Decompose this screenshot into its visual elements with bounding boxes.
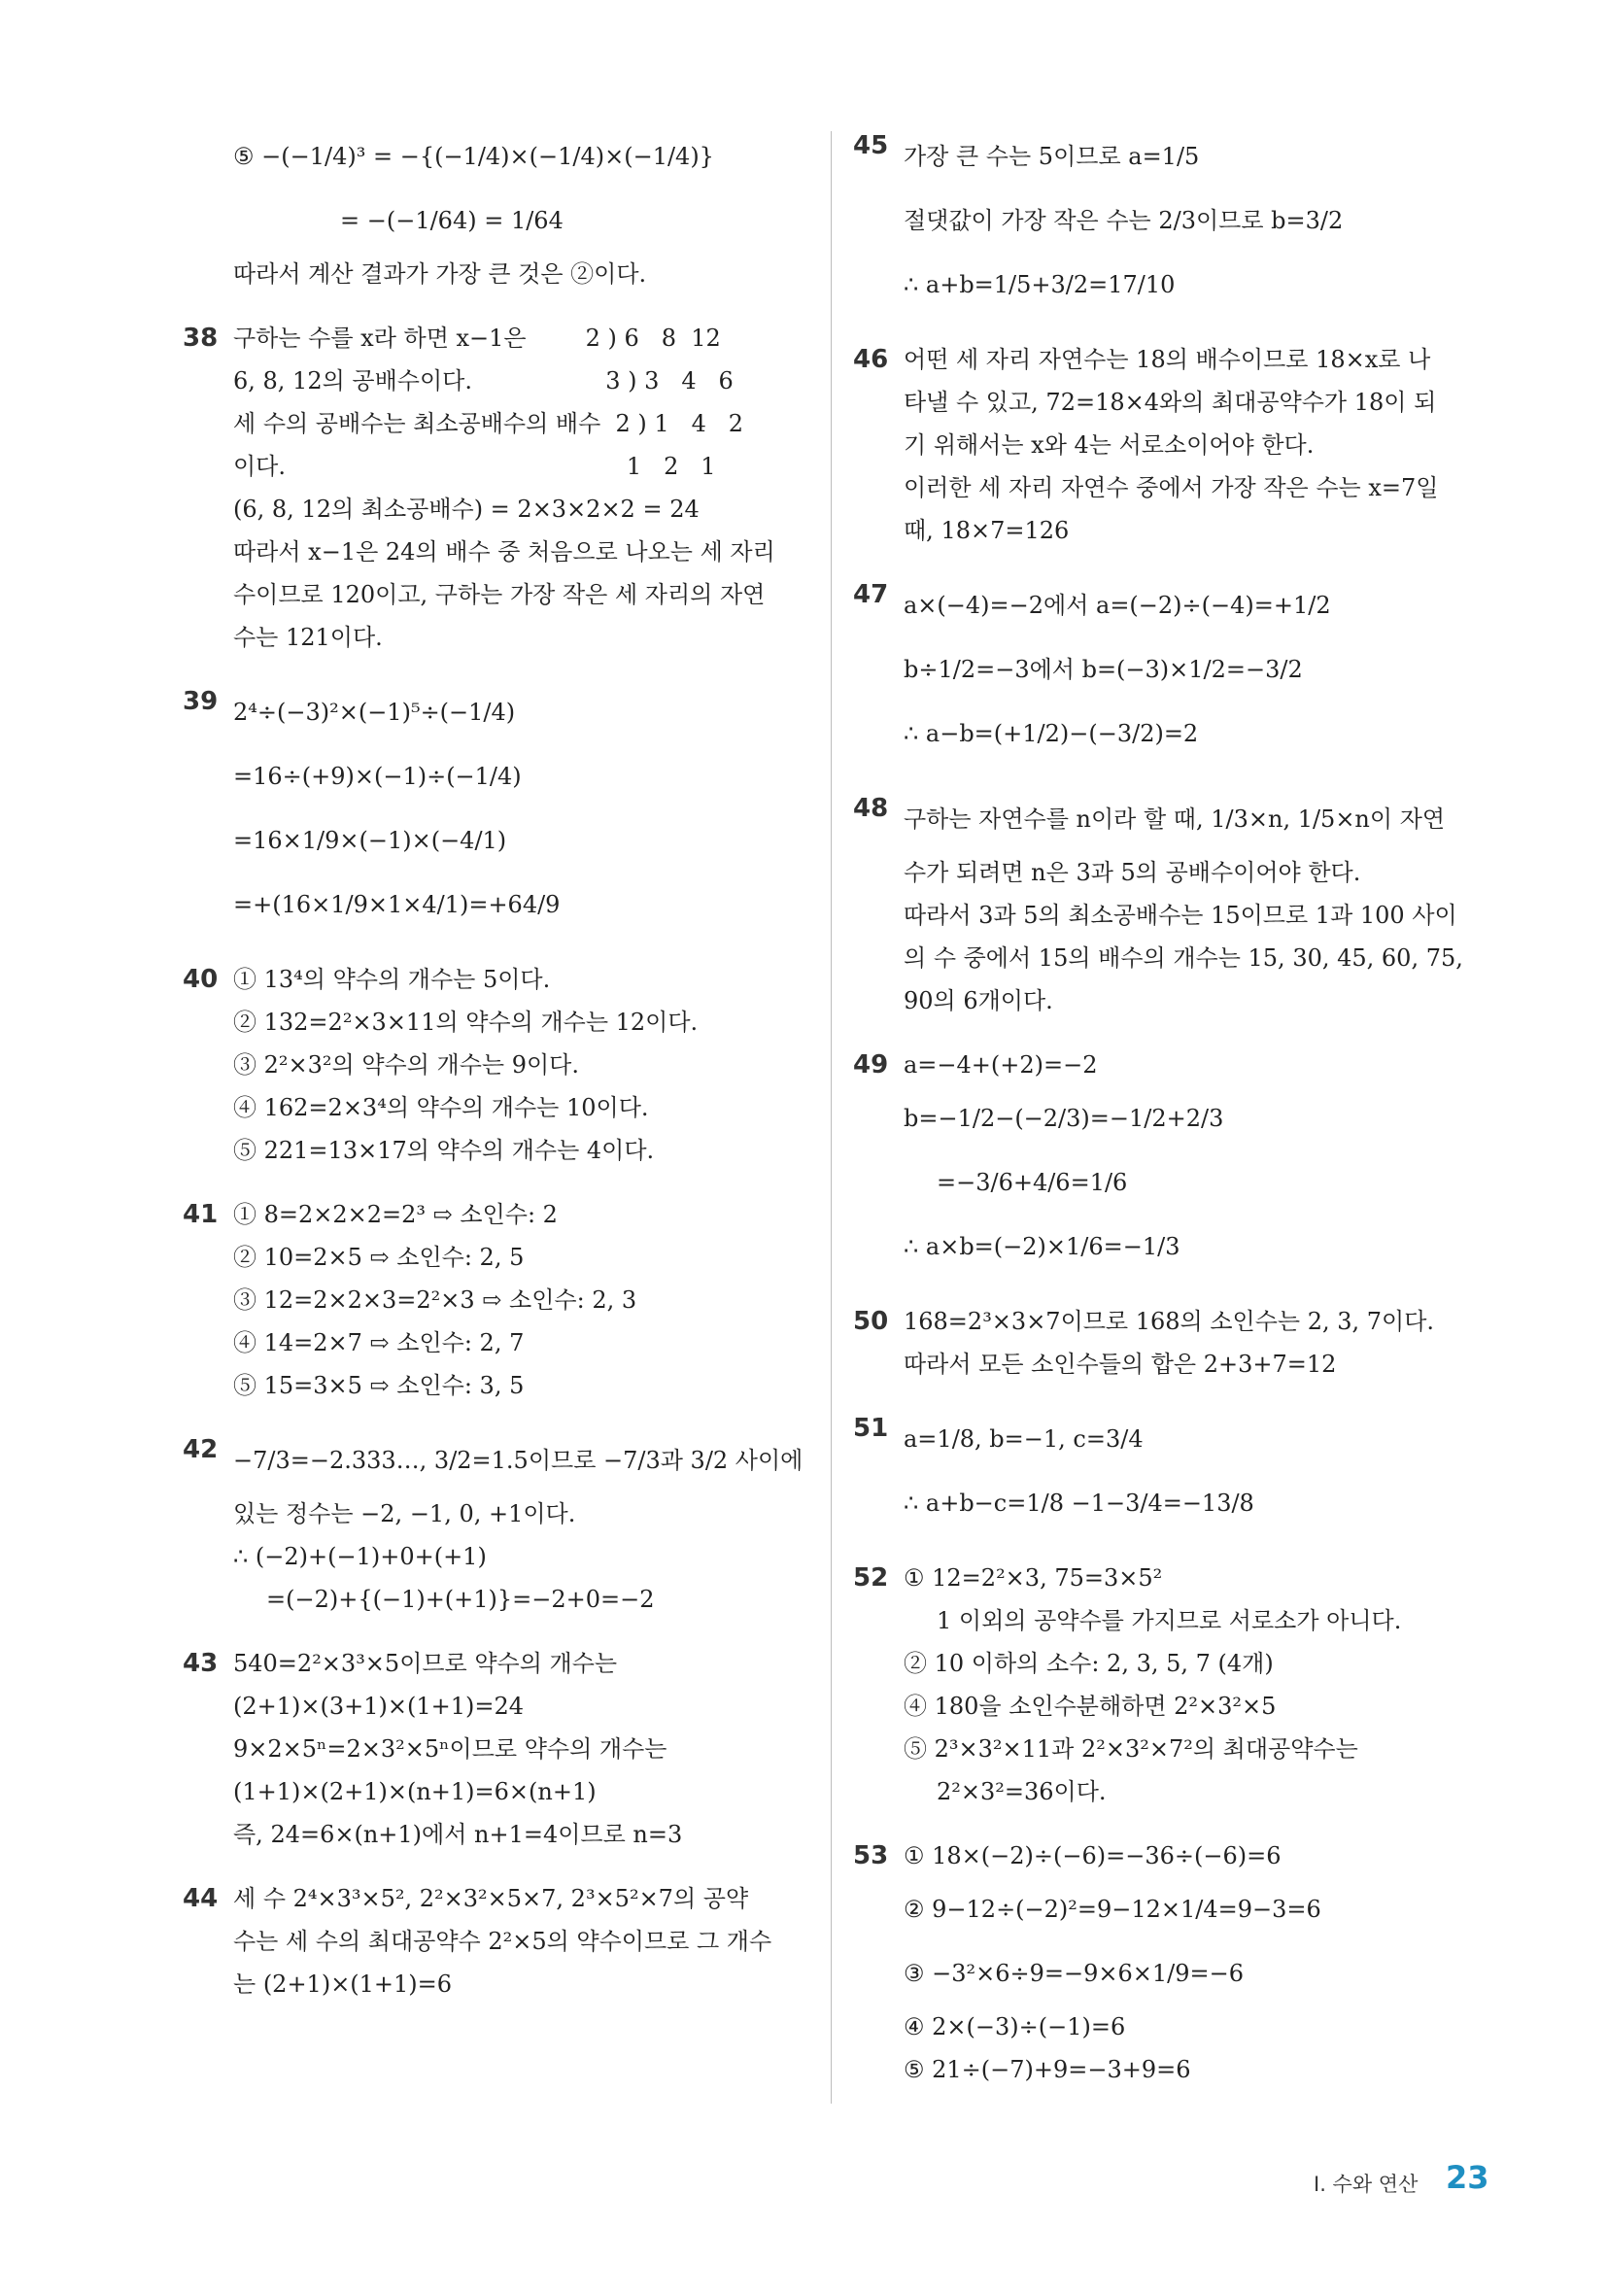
solution-line: ⑤ 21÷(−7)+9=−3+9=6 bbox=[904, 2056, 1191, 2083]
solution-line: ② 10 이하의 소수: 2, 3, 5, 7 (4개) bbox=[904, 1650, 1274, 1677]
solution-block bbox=[183, 1428, 804, 1621]
problem-number: 44 bbox=[183, 1884, 219, 1913]
solution-line: 9×2×5ⁿ=2×3²×5ⁿ이므로 약수의 개수는 bbox=[233, 1735, 667, 1763]
solution-block bbox=[233, 124, 797, 295]
solution-line: b=−1/2−(−2/3)=−1/2+2/3 bbox=[904, 1105, 1224, 1132]
solution-line: ⑤ 221=13×17의 약수의 개수는 4이다. bbox=[233, 1137, 655, 1164]
solution-line: 구하는 자연수를 n이라 할 때, 1/3×n, 1/5×n이 자연 bbox=[904, 805, 1446, 833]
solution-line: ⑤ 2³×3²×11과 2²×3²×7²의 최대공약수는 bbox=[904, 1735, 1358, 1763]
solution-line: ⑤ −(−1/4)³ = −{(−1/4)×(−1/4)×(−1/4)} bbox=[233, 143, 714, 170]
solution-line: 수는 세 수의 최대공약수 2²×5의 약수이므로 그 개수 bbox=[233, 1928, 772, 1955]
solution-line: = −(−1/64) = 1/64 bbox=[340, 207, 564, 234]
solution-line: ④ 162=2×3⁴의 약수의 개수는 10이다. bbox=[233, 1094, 649, 1121]
solution-line: 따라서 x−1은 24의 배수 중 처음으로 나오는 세 자리 bbox=[233, 538, 775, 565]
solution-line: ∴ a+b−c=1/8 −1−3/4=−13/8 bbox=[904, 1490, 1254, 1517]
solution-line: ⑤ 15=3×5 ⇨ 소인수: 3, 5 bbox=[233, 1372, 525, 1399]
solution-line: ④ 14=2×7 ⇨ 소인수: 2, 7 bbox=[233, 1329, 525, 1356]
solution-block bbox=[183, 680, 797, 937]
solution-block bbox=[183, 1877, 797, 2005]
solution-line: ∴ a−b=(+1/2)−(−3/2)=2 bbox=[904, 720, 1199, 747]
solution-line: ④ 2×(−3)÷(−1)=6 bbox=[904, 2013, 1126, 2040]
solution-block bbox=[183, 958, 797, 1172]
problem-number: 38 bbox=[183, 324, 219, 353]
solution-line: ∴ a×b=(−2)×1/6=−1/3 bbox=[904, 1233, 1180, 1260]
solution-line: 의 수 중에서 15의 배수의 개수는 15, 30, 45, 60, 75, bbox=[904, 944, 1463, 972]
solution-line: (2+1)×(3+1)×(1+1)=24 bbox=[233, 1693, 524, 1720]
solution-line: =+(16×1/9×1×4/1)=+64/9 bbox=[233, 891, 561, 918]
solution-line: 수는 121이다. bbox=[233, 624, 383, 651]
solution-line: b÷1/2=−3에서 b=(−3)×1/2=−3/2 bbox=[904, 656, 1303, 683]
solution-line: ② 132=2²×3×11의 약수의 개수는 12이다. bbox=[233, 1009, 699, 1036]
solution-line: ③ 2²×3²의 약수의 개수는 9이다. bbox=[233, 1051, 579, 1079]
problem-number: 48 bbox=[853, 794, 889, 823]
solution-line: (1+1)×(2+1)×(n+1)=6×(n+1) bbox=[233, 1778, 597, 1805]
solution-line: 가장 큰 수는 5이므로 a=1/5 bbox=[904, 143, 1200, 170]
solution-line: 2²×3²=36이다. bbox=[937, 1778, 1107, 1805]
solution-block bbox=[853, 1407, 1467, 1535]
solution-line: 이러한 세 자리 자연수 중에서 가장 작은 수는 x=7일 bbox=[904, 474, 1439, 501]
solution-line: a×(−4)=−2에서 a=(−2)÷(−4)=+1/2 bbox=[904, 592, 1331, 619]
problem-number: 52 bbox=[853, 1563, 889, 1593]
solution-line: 때, 18×7=126 bbox=[904, 517, 1070, 544]
solution-line: ④ 180을 소인수분해하면 2²×3²×5 bbox=[904, 1693, 1277, 1720]
left-column bbox=[183, 124, 804, 2027]
solution-line: ② 10=2×5 ⇨ 소인수: 2, 5 bbox=[233, 1244, 525, 1271]
problem-number: 41 bbox=[183, 1200, 219, 1229]
solution-line: ① 18×(−2)÷(−6)=−36÷(−6)=6 bbox=[904, 1842, 1282, 1869]
solution-line: −7/3=−2.333…, 3/2=1.5이므로 −7/3과 3/2 사이에 bbox=[233, 1447, 804, 1474]
solution-line: 6, 8, 12의 공배수이다. 3 ) 3 4 6 bbox=[233, 367, 734, 394]
page-number: 23 bbox=[1446, 2159, 1489, 2196]
solution-line: 어떤 세 자리 자연수는 18의 배수이므로 18×x로 나 bbox=[904, 346, 1431, 373]
solution-line: ③ −3²×6÷9=−9×6×1/9=−6 bbox=[904, 1960, 1244, 1987]
solution-line: 있는 정수는 −2, −1, 0, +1이다. bbox=[233, 1500, 576, 1527]
solution-line: 따라서 3과 5의 최소공배수는 15이므로 1과 100 사이 bbox=[904, 902, 1457, 929]
solution-line: 세 수 2⁴×3³×5², 2²×3²×5×7, 2³×5²×7의 공약 bbox=[233, 1885, 749, 1912]
solution-line: ① 8=2×2×2=2³ ⇨ 소인수: 2 bbox=[233, 1201, 558, 1228]
problem-number: 45 bbox=[853, 131, 889, 160]
right-column bbox=[853, 124, 1467, 2112]
solution-line: 따라서 모든 소인수들의 합은 2+3+7=12 bbox=[904, 1351, 1337, 1378]
solution-line: 타낼 수 있고, 72=18×4와의 최대공약수가 18이 되 bbox=[904, 389, 1437, 416]
column-divider bbox=[831, 131, 832, 2104]
problem-number: 40 bbox=[183, 965, 219, 994]
solution-line: 는 (2+1)×(1+1)=6 bbox=[233, 1970, 453, 1998]
solution-block bbox=[853, 1044, 1467, 1279]
solution-block bbox=[853, 124, 1467, 317]
solution-block bbox=[853, 1557, 1467, 1813]
solution-block bbox=[853, 1834, 1467, 2091]
solution-line: (6, 8, 12의 최소공배수) = 2×3×2×2 = 24 bbox=[233, 496, 700, 523]
solution-line: a=1/8, b=−1, c=3/4 bbox=[904, 1425, 1144, 1453]
problem-number: 42 bbox=[183, 1435, 219, 1464]
problem-number: 39 bbox=[183, 687, 219, 716]
problem-number: 49 bbox=[853, 1050, 889, 1079]
solution-line: ∴ (−2)+(−1)+0+(+1) bbox=[233, 1543, 487, 1570]
solution-line: ② 9−12÷(−2)²=9−12×1/4=9−3=6 bbox=[904, 1896, 1321, 1923]
solution-line: 이다. 1 2 1 bbox=[233, 453, 716, 480]
solution-block bbox=[853, 787, 1467, 1022]
solution-line: 2⁴÷(−3)²×(−1)⁵÷(−1/4) bbox=[233, 699, 516, 726]
solution-line: =16÷(+9)×(−1)÷(−1/4) bbox=[233, 763, 522, 790]
solution-line: 수가 되려면 n은 3과 5의 공배수이어야 한다. bbox=[904, 859, 1361, 886]
solution-line: a=−4+(+2)=−2 bbox=[904, 1051, 1098, 1079]
solution-line: =−3/6+4/6=1/6 bbox=[937, 1169, 1128, 1196]
solution-line: ① 12=2²×3, 75=3×5² bbox=[904, 1564, 1163, 1592]
problem-number: 46 bbox=[853, 345, 889, 374]
solution-line: 절댓값이 가장 작은 수는 2/3이므로 b=3/2 bbox=[904, 207, 1344, 234]
solution-line: 구하는 수를 x라 하면 x−1은 2 ) 6 8 12 bbox=[233, 325, 721, 352]
solution-line: 세 수의 공배수는 최소공배수의 배수 2 ) 1 4 2 bbox=[233, 410, 744, 437]
solution-line: 168=2³×3×7이므로 168의 소인수는 2, 3, 7이다. bbox=[904, 1308, 1435, 1335]
solution-block bbox=[853, 1300, 1467, 1386]
solution-block bbox=[183, 1642, 797, 1856]
problem-number: 50 bbox=[853, 1307, 889, 1336]
solution-line: =(−2)+{(−1)+(+1)}=−2+0=−2 bbox=[266, 1586, 655, 1613]
solution-block bbox=[183, 1193, 797, 1407]
footer-section-label: Ⅰ. 수와 연산 bbox=[1314, 2173, 1419, 2196]
problem-number: 53 bbox=[853, 1841, 889, 1870]
problem-number: 51 bbox=[853, 1414, 889, 1443]
solution-line: 즉, 24=6×(n+1)에서 n+1=4이므로 n=3 bbox=[233, 1821, 683, 1848]
solution-line: 수이므로 120이고, 구하는 가장 작은 세 자리의 자연 bbox=[233, 581, 766, 608]
solution-line: =16×1/9×(−1)×(−4/1) bbox=[233, 827, 507, 854]
solution-block bbox=[853, 338, 1467, 552]
solution-line: 따라서 계산 결과가 가장 큰 것은 ②이다. bbox=[233, 260, 647, 288]
problem-number: 47 bbox=[853, 580, 889, 609]
solution-block bbox=[853, 573, 1467, 766]
solution-line: 기 위해서는 x와 4는 서로소이어야 한다. bbox=[904, 431, 1315, 459]
solution-line: 540=2²×3³×5이므로 약수의 개수는 bbox=[233, 1650, 618, 1677]
solution-block bbox=[183, 317, 797, 659]
solution-line: 90의 6개이다. bbox=[904, 987, 1053, 1014]
solution-line: ∴ a+b=1/5+3/2=17/10 bbox=[904, 271, 1176, 298]
solution-line: 1 이외의 공약수를 가지므로 서로소가 아니다. bbox=[937, 1607, 1402, 1634]
problem-number: 43 bbox=[183, 1649, 219, 1678]
solution-line: ③ 12=2×2×3=2²×3 ⇨ 소인수: 2, 3 bbox=[233, 1286, 637, 1314]
solution-line: ① 13⁴의 약수의 개수는 5이다. bbox=[233, 966, 551, 993]
